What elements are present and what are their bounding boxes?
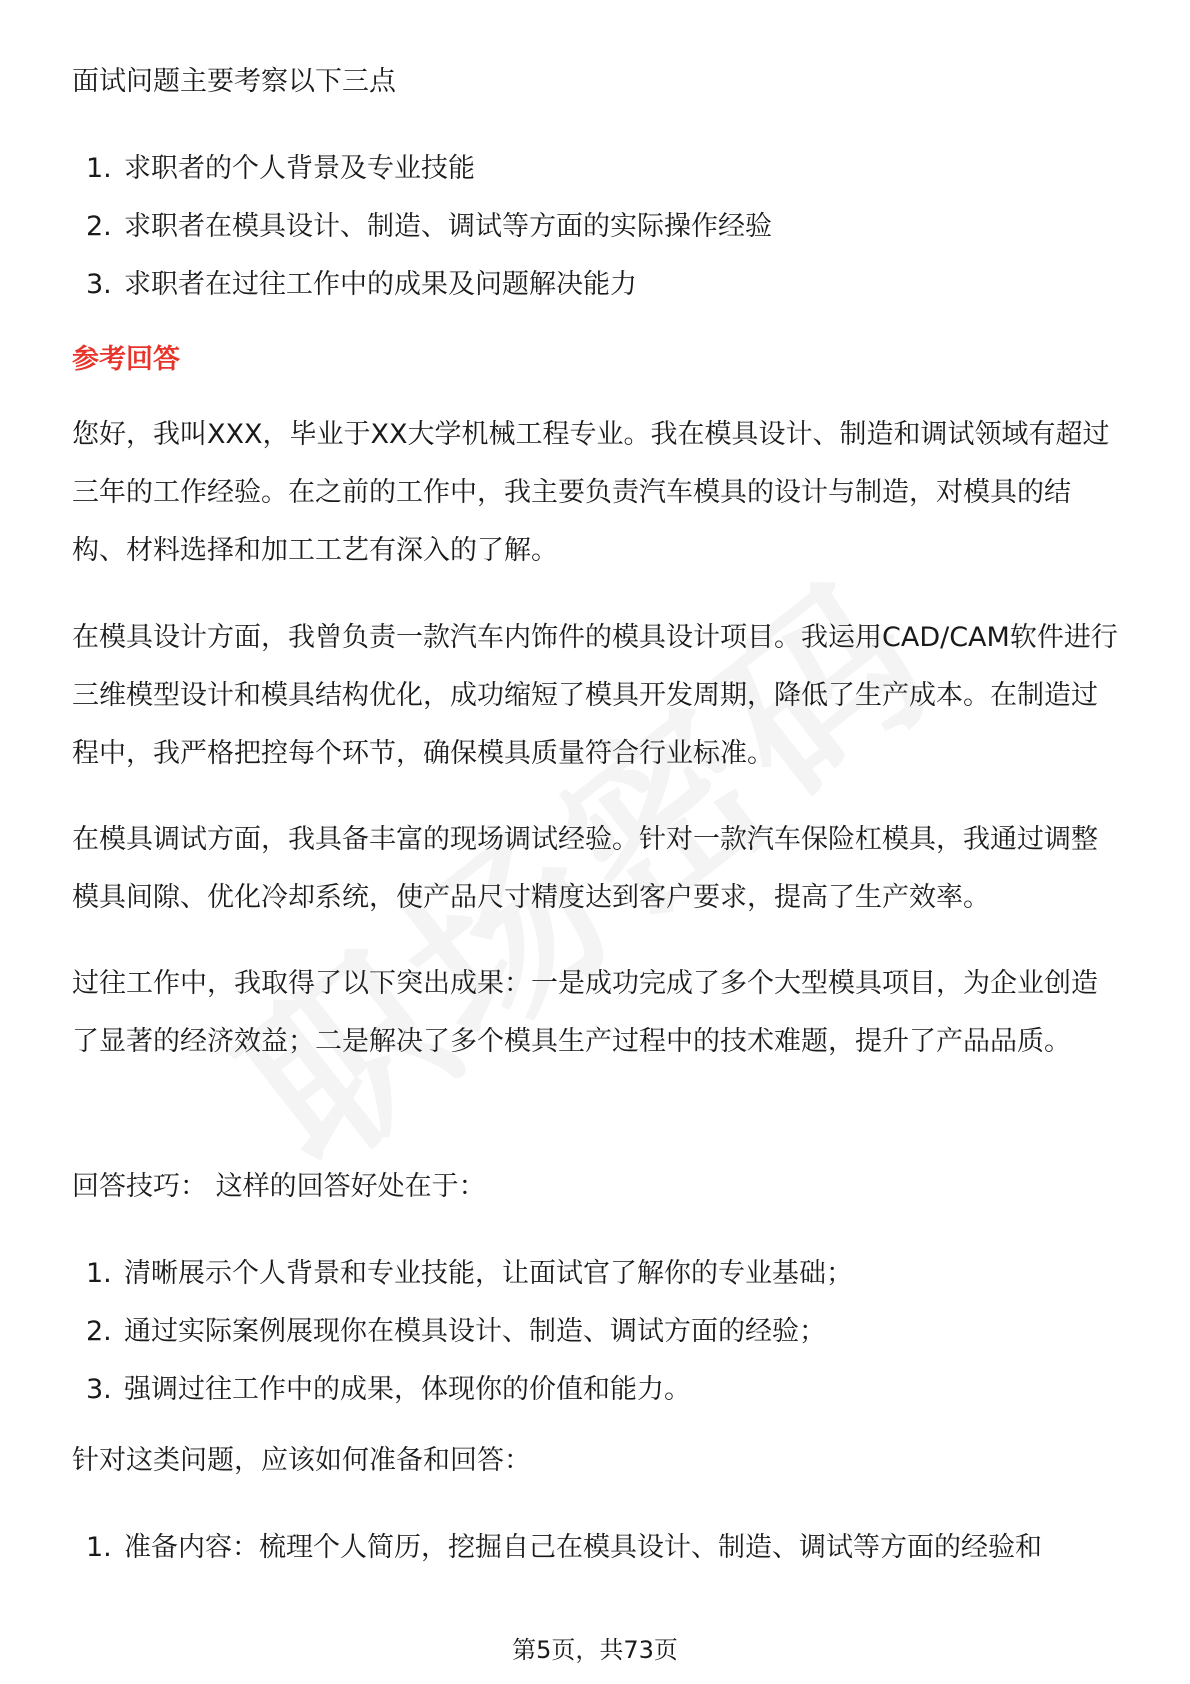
list-text: 清晰展示个人背景和专业技能，让面试官了解你的专业基础； [124,1258,853,1289]
list-text: 求职者在模具设计、制造、调试等方面的实际操作经验 [124,211,772,242]
answer-paragraph: 在模具调试方面，我具备丰富的现场调试经验。针对一款汽车保险杠模具，我通过调整模具间隙、优化冷却系统，使产品尺寸精度达到客户要求，提高了生产效率。 [72,824,1098,913]
prep-intro: 针对这类问题，应该如何准备和回答： [72,1445,531,1476]
prep-list [72,1519,1122,1577]
answer-paragraph: 您好，我叫XXX，毕业于XX大学机械工程专业。我在模具设计、制造和调试领域有超过三年的工作经验。在之前的工作中，我主要负责汽车模具的设计与制造，对模具的结构、材料选择和加工工艺有深入的了解。 [72,419,1110,566]
tips-list [72,1245,1122,1419]
tips-intro: 回答技巧： 这样的回答好处在于： [72,1171,486,1202]
list-number: 1. [86,153,112,184]
page-footer: 第5页，共73页 [512,1636,678,1664]
list-item [72,1303,1122,1361]
list-number: 1. [86,1532,112,1563]
reference-heading: 参考回答 [72,344,180,375]
list-text: 强调过往工作中的成果，体现你的价值和能力。 [124,1374,691,1405]
list-item [72,140,1122,198]
list-item [72,256,1122,314]
list-item [72,1361,1122,1419]
intro-text: 面试问题主要考察以下三点 [72,66,396,97]
list-item [72,1519,1122,1577]
list-text: 求职者的个人背景及专业技能 [124,153,475,184]
list-item [72,198,1122,256]
list-number: 3. [86,269,112,300]
focus-points-list [72,140,1122,314]
list-text: 求职者在过往工作中的成果及问题解决能力 [124,269,637,300]
list-text: 准备内容：梳理个人简历，挖掘自己在模具设计、制造、调试等方面的经验和 [124,1532,1042,1563]
list-number: 3. [86,1374,112,1405]
list-number: 2. [86,211,112,242]
answer-paragraph: 过往工作中，我取得了以下突出成果：一是成功完成了多个大型模具项目，为企业创造了显著的经济效益；二是解决了多个模具生产过程中的技术难题，提升了产品品质。 [72,968,1098,1057]
list-text: 通过实际案例展现你在模具设计、制造、调试方面的经验； [124,1316,826,1347]
answer-paragraph: 在模具设计方面，我曾负责一款汽车内饰件的模具设计项目。我运用CAD/CAM软件进行三维模型设计和模具结构优化，成功缩短了模具开发周期，降低了生产成本。在制造过程中，我严格把控每个环节，确保模具质量符合行业标准。 [72,622,1118,769]
list-item [72,1245,1122,1303]
list-number: 2. [86,1316,112,1347]
list-number: 1. [86,1258,112,1289]
